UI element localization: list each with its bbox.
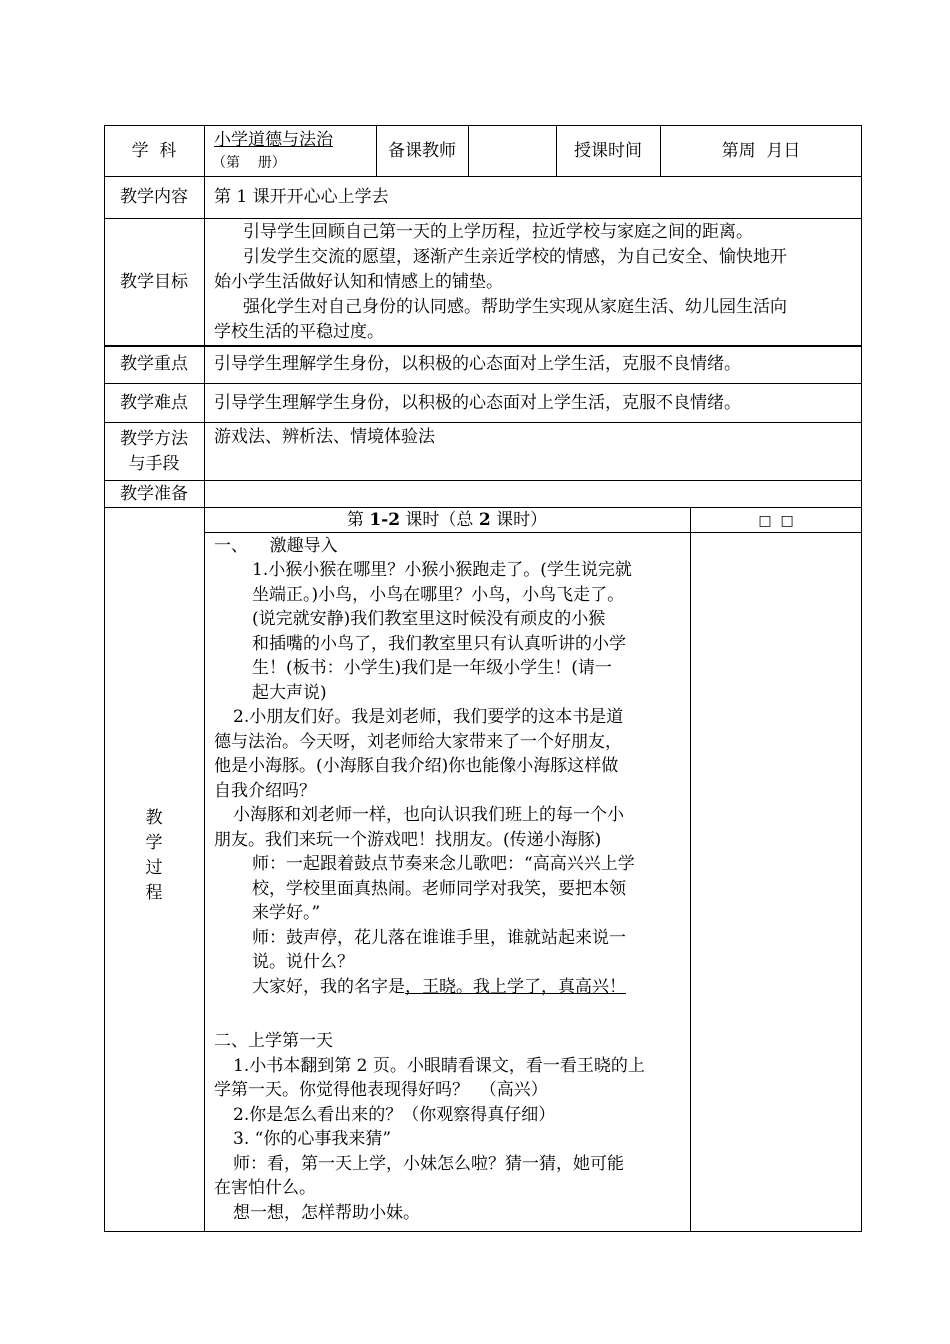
process-line: 2.你是怎么看出来的？（你观察得真仔细） xyxy=(233,1105,556,1125)
content-value: 第 1 课开开心心上学去 xyxy=(214,187,389,207)
row-divider xyxy=(104,345,862,347)
row-divider xyxy=(104,176,862,177)
process-line: 在害怕什么。 xyxy=(214,1178,316,1198)
goal-line: 引发学生交流的愿望，逐渐产生亲近学校的情感，为自己安全、愉快地开 xyxy=(243,247,787,267)
process-line: 自我介绍吗？ xyxy=(214,781,316,801)
focus-value: 引导学生理解学生身份，以积极的心态面对上学生活，克服不良情绪。 xyxy=(214,354,741,374)
process-line: 和插嘴的小鸟了，我们教室里只有认真听讲的小学 xyxy=(252,634,626,654)
process-line: 坐端正。)小鸟，小鸟在哪里？小鸟，小鸟飞走了。 xyxy=(252,585,625,605)
process-line: 师：一起跟着鼓点节奏来念儿歌吧：“高高兴兴上学 xyxy=(252,854,635,874)
goal-line: 学校生活的平稳过度。 xyxy=(214,322,384,342)
time-label: 授课时间 xyxy=(574,141,642,161)
process-line: 一、 激趣导入 xyxy=(214,536,338,556)
subject-value: 小学道德与法治 xyxy=(214,130,333,150)
subject-label: 学 科 xyxy=(131,141,177,161)
process-line: 二、上学第一天 xyxy=(214,1031,333,1051)
side-notes-header: □ □ xyxy=(758,513,794,529)
process-line: 想一想，怎样帮助小妹。 xyxy=(233,1203,420,1223)
process-line: (说完就安静)我们教室里这时候没有顽皮的小猴 xyxy=(252,609,606,629)
process-line: 学第一天。你觉得他表现得好吗？ （高兴） xyxy=(214,1080,548,1100)
process-line: 师：鼓声停，花儿落在谁谁手里，谁就站起来说一 xyxy=(252,928,626,948)
process-line: 说。说什么？ xyxy=(252,952,354,972)
process-label-char: 教 xyxy=(145,808,163,828)
process-label-char: 程 xyxy=(145,883,163,903)
subject-volume: （第 册） xyxy=(212,155,286,171)
lesson-period-header: 第 1-2 课时（总 2 课时） xyxy=(346,510,548,530)
methods-label-line1: 教学方法 xyxy=(120,429,188,449)
prep-label: 教学准备 xyxy=(120,484,188,504)
process-line: 德与法治。今天呀，刘老师给大家带来了一个好朋友， xyxy=(214,732,622,752)
teacher-label: 备课教师 xyxy=(388,141,456,161)
process-line: 朋友。我们来玩一个游戏吧！找朋友。(传递小海豚) xyxy=(214,830,602,850)
goal-line: 强化学生对自己身份的认同感。帮助学生实现从家庭生活、幼儿园生活向 xyxy=(243,297,787,317)
focus-label: 教学重点 xyxy=(120,354,188,374)
row-divider xyxy=(104,422,862,423)
goal-line: 引导学生回顾自己第一天的上学历程，拉近学校与家庭之间的距离。 xyxy=(243,222,753,242)
process-line: 起大声说) xyxy=(252,683,327,703)
difficulty-value: 引导学生理解学生身份，以积极的心态面对上学生活，克服不良情绪。 xyxy=(214,393,741,413)
process-line: 小海豚和刘老师一样，也向认识我们班上的每一个小 xyxy=(233,805,624,825)
row-divider xyxy=(104,218,862,219)
content-label: 教学内容 xyxy=(120,187,188,207)
row-divider xyxy=(204,532,862,533)
process-line: 3. “你的心事我来猜” xyxy=(233,1129,392,1149)
methods-value: 游戏法、辨析法、情境体验法 xyxy=(214,427,435,447)
process-line-start: 大家好，我的名字是 xyxy=(252,977,405,997)
difficulty-label: 教学难点 xyxy=(120,393,188,413)
goal-line: 始小学生活做好认知和情感上的铺垫。 xyxy=(214,272,503,292)
process-line: 师：看，第一天上学，小妹怎么啦？猜一猜，她可能 xyxy=(233,1154,624,1174)
col-divider xyxy=(468,125,469,176)
row-divider xyxy=(104,480,862,481)
process-label-char: 学 xyxy=(145,833,163,853)
process-label-char: 过 xyxy=(145,858,163,878)
process-line: 来学好。” xyxy=(252,903,321,923)
methods-label-line2: 与手段 xyxy=(128,454,180,474)
col-divider xyxy=(690,507,691,1232)
col-divider xyxy=(204,125,205,1232)
process-line: 1.小猴小猴在哪里？小猴小猴跑走了。(学生说完就 xyxy=(252,560,632,580)
process-line: 1.小书本翻到第 2 页。小眼睛看课文，看一看王晓的上 xyxy=(233,1056,645,1076)
process-line: 他是小海豚。(小海豚自我介绍)你也能像小海豚这样做 xyxy=(214,756,619,776)
process-line: 校，学校里面真热闹。老师同学对我笑，要把本领 xyxy=(252,879,626,899)
goals-label: 教学目标 xyxy=(120,272,188,292)
process-line: 生！(板书：小学生)我们是一年级小学生！(请一 xyxy=(252,658,612,678)
time-value: 第周 月日 xyxy=(721,141,801,161)
row-divider xyxy=(104,383,862,384)
process-line: 2.小朋友们好。我是刘老师，我们要学的这本书是道 xyxy=(233,707,624,727)
process-line-underlined: ，王晓。我上学了，真高兴！ xyxy=(405,977,626,997)
process-line xyxy=(252,975,626,999)
